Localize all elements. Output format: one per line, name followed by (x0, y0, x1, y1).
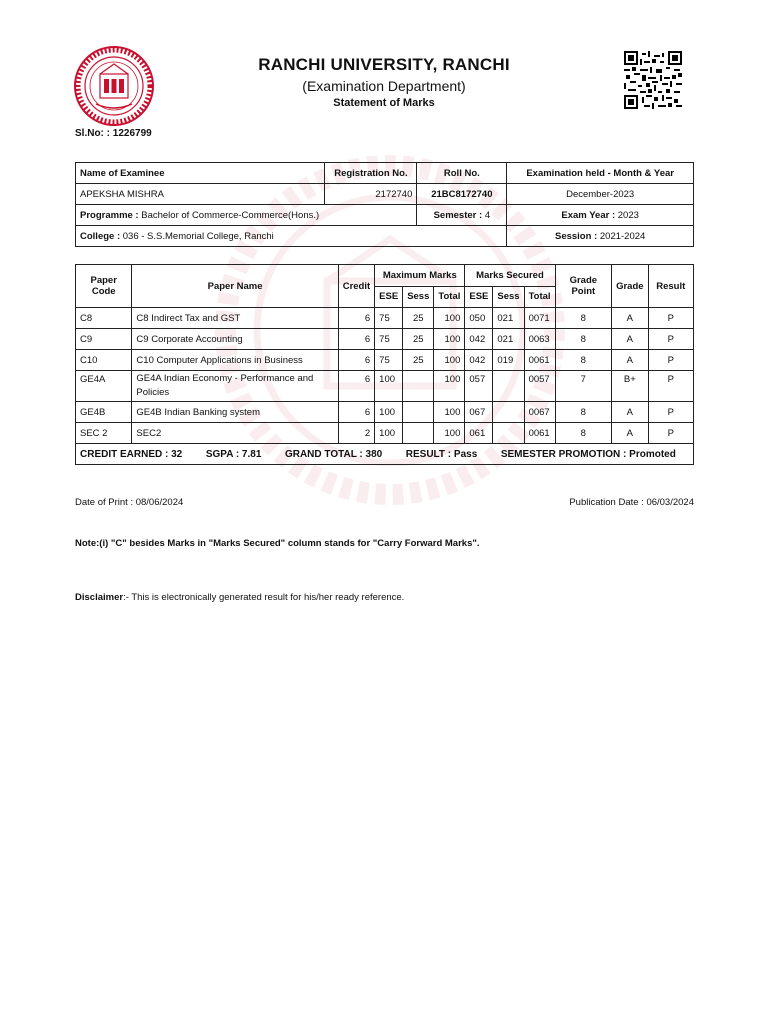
sec-ese: 061 (465, 423, 493, 444)
summary-cell (76, 444, 694, 465)
header-grade: Grade (612, 265, 648, 308)
sec-sess: 021 (493, 308, 524, 329)
grade: B+ (612, 371, 648, 402)
registration-no: 2172740 (325, 184, 417, 205)
sgpa: SGPA : 7.81 (205, 448, 262, 460)
candidate-info-table (75, 162, 694, 247)
max-total: 100 (434, 308, 465, 329)
sec-total: 0061 (524, 350, 555, 371)
max-total: 100 (434, 350, 465, 371)
paper-name: SEC2 (132, 423, 338, 444)
header-max-total: Total (434, 286, 465, 308)
disclaimer-text: :- This is electronically generated result for his/her ready reference. (123, 592, 405, 603)
credit: 2 (338, 423, 374, 444)
exam-year-label: Exam Year : (561, 209, 616, 221)
max-total: 100 (434, 402, 465, 423)
credit: 6 (338, 350, 374, 371)
paper-name: GE4B Indian Banking system (132, 402, 338, 423)
max-ese: 75 (375, 308, 403, 329)
header-paper-code: Paper Code (76, 265, 132, 308)
table-row (76, 329, 694, 350)
max-ese: 100 (375, 371, 403, 402)
sec-ese: 057 (465, 371, 493, 402)
disclaimer (75, 592, 404, 603)
summary-row (76, 444, 694, 465)
marks-table (75, 264, 694, 465)
date-of-print: Date of Print : 08/06/2024 (75, 497, 184, 508)
serial-number: Sl.No: : 1226799 (75, 128, 152, 139)
max-sess (403, 423, 434, 444)
programme-value: Bachelor of Commerce-Commerce(Hons.) (141, 209, 320, 221)
roll-no: 21BC8172740 (417, 184, 507, 205)
grade-point: 8 (555, 308, 612, 329)
examinee-name: APEKSHA MISHRA (76, 184, 325, 205)
semester-cell (417, 205, 507, 226)
semester-value: 4 (484, 209, 491, 221)
grade: A (612, 423, 648, 444)
result: P (648, 329, 693, 350)
sec-sess (493, 371, 524, 402)
sec-sess: 019 (493, 350, 524, 371)
result: P (648, 308, 693, 329)
header-max-ese: ESE (375, 286, 403, 308)
result-summary: RESULT : Pass (405, 448, 478, 460)
sec-sess (493, 423, 524, 444)
max-sess (403, 402, 434, 423)
paper-code: C8 (76, 308, 132, 329)
header-sec-total: Total (524, 286, 555, 308)
session-value: 2021-2024 (599, 230, 646, 242)
credit: 6 (338, 402, 374, 423)
grand-total: GRAND TOTAL : 380 (284, 448, 383, 460)
programme-label: Programme : (80, 209, 139, 221)
header-max-sess: Sess (403, 286, 434, 308)
sec-total: 0061 (524, 423, 555, 444)
result: P (648, 402, 693, 423)
college-label: College : (80, 230, 121, 242)
paper-code: SEC 2 (76, 423, 132, 444)
header-roll-no: Roll No. (417, 163, 507, 184)
header-name-of-examinee: Name of Examinee (76, 163, 325, 184)
header-result: Result (648, 265, 693, 308)
session-label: Session : (554, 230, 598, 242)
sec-ese: 042 (465, 329, 493, 350)
grade-point: 8 (555, 423, 612, 444)
grade: A (612, 402, 648, 423)
grade: A (612, 350, 648, 371)
carry-forward-note: Note:(i) "C" besides Marks in "Marks Secured" column stands for "Carry Forward Marks". (75, 538, 480, 549)
grade: A (612, 329, 648, 350)
max-sess: 25 (403, 308, 434, 329)
paper-name: GE4A Indian Economy - Performance and Policies (132, 371, 338, 402)
college-value: 036 - S.S.Memorial College, Ranchi (122, 230, 274, 242)
header-exam-held: Examination held - Month & Year (507, 163, 694, 184)
paper-name: C8 Indirect Tax and GST (132, 308, 338, 329)
grade-point: 8 (555, 402, 612, 423)
paper-code: GE4B (76, 402, 132, 423)
grade-point: 8 (555, 329, 612, 350)
publication-date: Publication Date : 06/03/2024 (569, 497, 694, 508)
max-total: 100 (434, 371, 465, 402)
sec-total: 0057 (524, 371, 555, 402)
university-title: RANCHI UNIVERSITY, RANCHI (258, 55, 510, 74)
college-cell (76, 226, 507, 247)
table-row (76, 308, 694, 329)
sec-ese: 042 (465, 350, 493, 371)
sec-ese: 050 (465, 308, 493, 329)
sec-total: 0067 (524, 402, 555, 423)
exam-year-value: 2023 (617, 209, 639, 221)
grade-point: 7 (555, 371, 612, 402)
sec-ese: 067 (465, 402, 493, 423)
result: P (648, 423, 693, 444)
header-sec-sess: Sess (493, 286, 524, 308)
semester-promotion: SEMESTER PROMOTION : Promoted (500, 448, 676, 460)
header-registration-no: Registration No. (325, 163, 417, 184)
semester-label: Semester : (433, 209, 483, 221)
statement-heading: Statement of Marks (333, 97, 435, 109)
exam-year-cell (507, 205, 694, 226)
sec-sess (493, 402, 524, 423)
table-row (76, 402, 694, 423)
paper-code: C10 (76, 350, 132, 371)
table-row (76, 423, 694, 444)
max-ese: 75 (375, 350, 403, 371)
max-sess (403, 371, 434, 402)
department-subtitle: (Examination Department) (302, 78, 466, 94)
header-maximum-marks: Maximum Marks (375, 265, 465, 287)
header-marks-secured: Marks Secured (465, 265, 555, 287)
table-row (76, 350, 694, 371)
max-sess: 25 (403, 329, 434, 350)
credit: 6 (338, 308, 374, 329)
credit: 6 (338, 329, 374, 350)
table-row (76, 371, 694, 402)
max-total: 100 (434, 423, 465, 444)
sec-total: 0063 (524, 329, 555, 350)
sec-total: 0071 (524, 308, 555, 329)
max-total: 100 (434, 329, 465, 350)
max-sess: 25 (403, 350, 434, 371)
result: P (648, 350, 693, 371)
max-ese: 100 (375, 423, 403, 444)
programme-cell (76, 205, 417, 226)
credit-earned: CREDIT EARNED : 32 (80, 448, 183, 460)
disclaimer-label: Disclaimer (75, 592, 124, 603)
credit: 6 (338, 371, 374, 402)
header-credit: Credit (338, 265, 374, 308)
paper-name: C9 Corporate Accounting (132, 329, 338, 350)
grade: A (612, 308, 648, 329)
exam-held-month-year: December-2023 (507, 184, 694, 205)
paper-name: C10 Computer Applications in Business (132, 350, 338, 371)
header-grade-point: Grade Point (555, 265, 612, 308)
sec-sess: 021 (493, 329, 524, 350)
result: P (648, 371, 693, 402)
header-sec-ese: ESE (465, 286, 493, 308)
max-ese: 75 (375, 329, 403, 350)
max-ese: 100 (375, 402, 403, 423)
grade-point: 8 (555, 350, 612, 371)
paper-code: C9 (76, 329, 132, 350)
session-cell (507, 226, 694, 247)
paper-code: GE4A (76, 371, 132, 402)
header-paper-name: Paper Name (132, 265, 338, 308)
